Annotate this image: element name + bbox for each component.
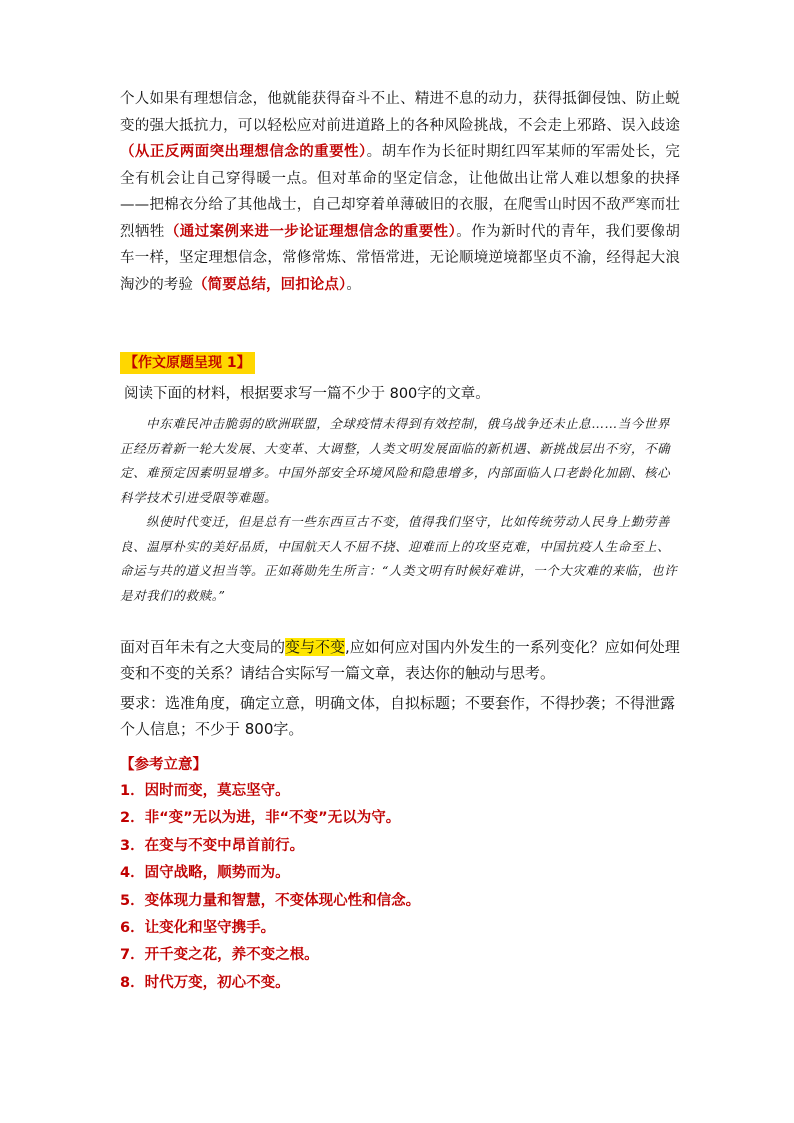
task-prompt — [120, 634, 680, 686]
reference-item: 3．在变与不变中昂首前行。 — [120, 837, 305, 854]
requirements-text: 要求：选准角度，确定立意，明确文体，自拟标题；不要套作，不得抄袭；不得泄露个人信息；不少于 800字。 — [120, 694, 676, 738]
task-before: 面对百年未有之大变局的 — [120, 638, 286, 656]
essay-paragraph — [120, 86, 680, 298]
essay-sentence-2: 。胡车作为长征时期红四军某师的军需处长，完全有机会让自己穿得暖一点。但对革命的坚定信念，让他做出让常人难以想象的抉择——把棉衣分给了其他战士，自己却穿着单薄破旧的衣服，在爬雪山时因不敌严寒而壮烈牺牲 — [120, 144, 680, 240]
quote-paragraph-1: 中东难民冲击脆弱的欧洲联盟，全球疫情未得到有效控制，俄乌战争还未止息……当今世界正经历着新一轮大发展、大变革、大调整，人类文明发展面临的新机遇、新挑战层出不穷，不确定、难预定因素明显增多。中国外部安全环境风险和隐患增多，内部面临人口老龄化加剧、核心科学技术引进受限等难题。 — [120, 416, 671, 505]
reference-item: 7．开千变之花，养不变之根。 — [120, 947, 319, 964]
instruction-line: 阅读下面的材料，根据要求写一篇不少于 800字的文章。 — [124, 386, 490, 402]
reference-item: 1．因时而变，莫忘坚守。 — [120, 783, 290, 799]
reference-item: 4．固守战略，顺势而为。 — [120, 865, 290, 882]
material-quote — [120, 412, 680, 608]
section-tag: 【作文原题呈现 1】 — [120, 352, 255, 374]
reference-list — [120, 778, 420, 997]
essay-sentence-3: 。作为新时代的青年，我们要像胡车一样，坚定理想信念，常修常炼、常悟常进，无论顺境逆境都坚贞不渝，经得起大浪淘沙的考验 — [120, 223, 681, 293]
task-highlight: 变与不变 — [285, 638, 346, 656]
task-after: ,应如何应对国内外发生的一系列变化？应如何处理变和不变的关系？请结合实际写一篇文章，表达你的触动与思考。 — [120, 638, 680, 682]
reference-item: 5．变体现力量和智慧，不变体现心性和信念。 — [120, 892, 421, 909]
reference-item: 8．时代万变，初心不变。 — [120, 974, 290, 991]
annotation-note-1: （从正反两面突出理想信念的重要性） — [120, 144, 367, 160]
essay-sentence-4: 。 — [346, 276, 361, 293]
annotation-note-3: （简要总结，回扣论点） — [193, 276, 347, 293]
quote-paragraph-2: 纵使时代变迁，但是总有一些东西亘古不变，值得我们坚守，比如传统劳动人民身上勤劳善良、温厚朴实的美好品质，中国航天人不屈不挠、迎难而上的攻坚克难，中国抗疫人生命至上、命运与共的道义担当等。正如蒋勋先生所言：“人类文明有时候好难讲，一个大灾难的来临，也许是对我们的救赎。” — [120, 514, 678, 603]
reference-item: 2．非“变”无以为进，非“不变”无以为守。 — [120, 810, 401, 827]
essay-sentence-1: 个人如果有理想信念，他就能获得奋斗不止、精进不息的动力，获得抵御侵蚀、防止蜕变的强大抵抗力，可以轻松应对前进道路上的各种风险挑战，不会走上邪路、误入歧途 — [120, 91, 680, 134]
reference-title: 【参考立意】 — [120, 757, 207, 773]
reference-item: 6．让变化和坚守携手。 — [120, 920, 276, 937]
annotation-note-2: （通过案例来进一步论证理想信念的重要性） — [164, 223, 457, 240]
